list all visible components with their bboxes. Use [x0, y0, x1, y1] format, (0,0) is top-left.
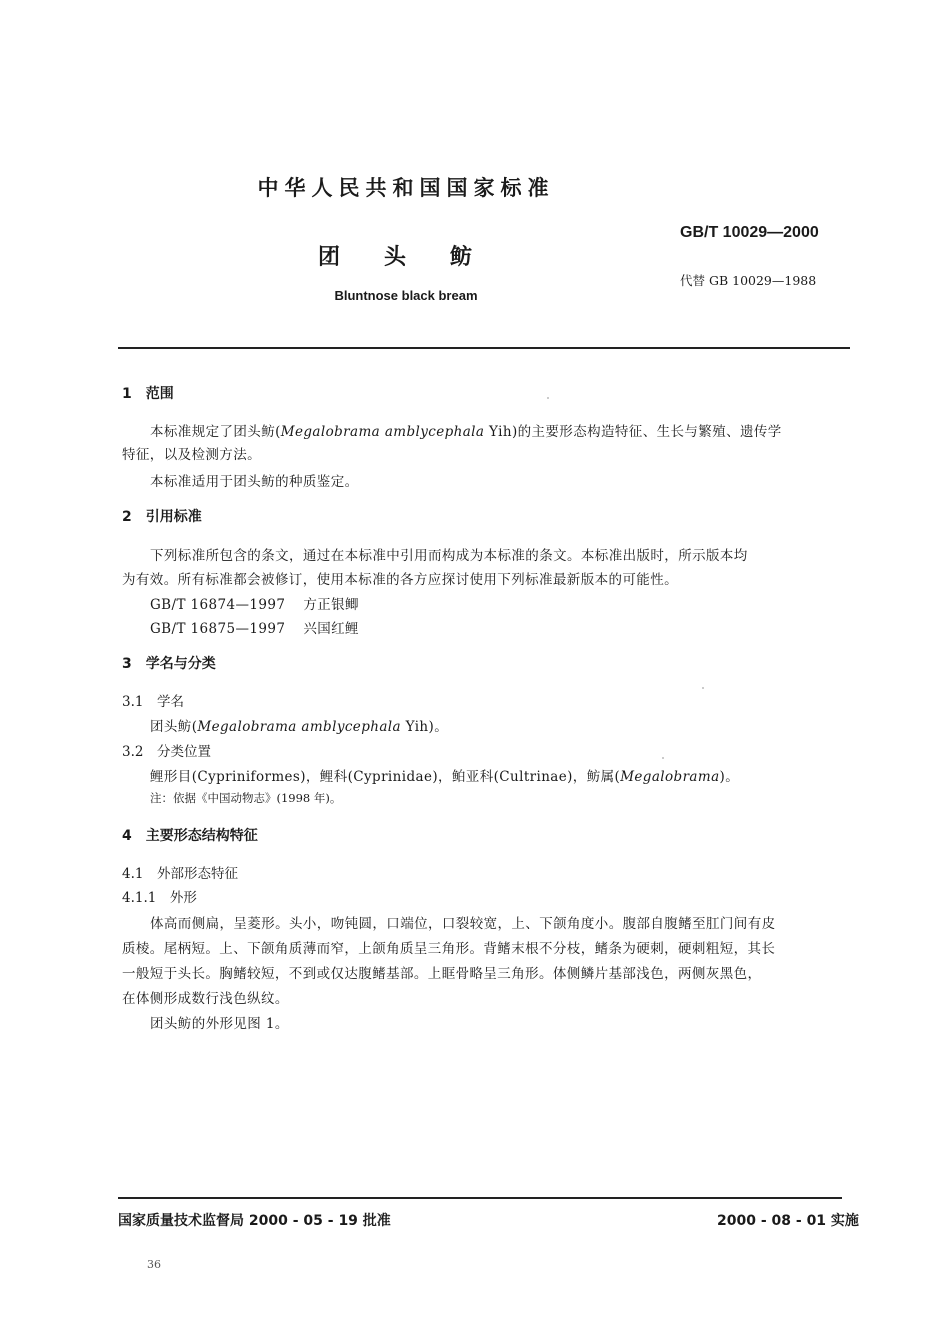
document-subtitle: Bluntnose black bream	[334, 288, 478, 303]
morphology-line: 质棱。尾柄短。上、下颌角质薄而窄，上颌角质呈三角形。背鳍末根不分枝，鳍条为硬刺，硬刺粗短，其长	[122, 941, 776, 957]
approval-date: 国家质量技术监督局 2000 - 05 - 19 批准	[118, 1213, 391, 1229]
figure-reference: 团头鲂的外形见图 1。	[150, 1016, 289, 1032]
header-rule	[118, 347, 850, 349]
reference-item: GB/T 16875—1997 兴国红鲤	[150, 621, 359, 637]
page-number: 36	[147, 1258, 161, 1271]
scan-speck	[662, 757, 664, 759]
section-1-paragraph-2: 本标准适用于团头鲂的种质鉴定。	[150, 474, 359, 490]
section-4-1-heading: 4.1 外部形态特征	[122, 866, 238, 882]
section-4-1-1-heading: 4.1.1 外形	[122, 890, 197, 906]
standard-number: GB/T 10029—2000	[680, 224, 819, 241]
section-1-paragraph-1-cont: 特征，以及检测方法。	[122, 447, 261, 463]
reference-item: GB/T 16874—1997 方正银鲫	[150, 597, 359, 613]
footer-rule	[118, 1197, 842, 1199]
replaces-standard: 代替 GB 10029—1988	[680, 273, 817, 288]
section-1-heading: 1 范围	[122, 386, 174, 402]
morphology-line: 在体侧形成数行浅色纵纹。	[122, 991, 289, 1007]
section-1-paragraph-1: 本标准规定了团头鲂(Megalobrama amblycephala Yih)的主要形态构造特征、生长与繁殖、遗传学	[150, 424, 782, 440]
morphology-line: 一般短于头长。胸鳍较短，不到或仅达腹鳍基部。上眶骨略呈三角形。体侧鳞片基部浅色，两侧灰黑色，	[122, 966, 762, 982]
section-2-heading: 2 引用标准	[122, 509, 202, 525]
scan-speck	[547, 397, 549, 399]
section-4-heading: 4 主要形态结构特征	[122, 828, 258, 844]
morphology-line: 体高而侧扁，呈菱形。头小，吻钝圆，口端位，口裂较宽，上、下颌角度小。腹部自腹鳍至肛门间有皮	[150, 916, 776, 932]
section-3-1-heading: 3.1 学名	[122, 694, 184, 710]
classification-note: 注：依据《中国动物志》(1998 年)。	[150, 791, 342, 805]
section-2-paragraph-line-1: 下列标准所包含的条文，通过在本标准中引用而构成为本标准的条文。本标准出版时，所示版本均	[150, 548, 748, 564]
document-title: 团头鲂	[318, 245, 517, 270]
section-2-paragraph-line-2: 为有效。所有标准都会被修订，使用本标准的各方应探讨使用下列标准最新版本的可能性。	[122, 572, 678, 588]
implementation-date: 2000 - 08 - 01 实施	[717, 1213, 859, 1229]
classification: 鲤形目(Cypriniformes)，鲤科(Cyprinidae)，鲌亚科(Cultrinae)，鲂属(Megalobrama)。	[150, 769, 740, 785]
national-standard-heading: 中华人民共和国国家标准	[257, 176, 555, 200]
section-3-2-heading: 3.2 分类位置	[122, 744, 211, 760]
scientific-name: 团头鲂(Megalobrama amblycephala Yih)。	[150, 719, 449, 735]
section-3-heading: 3 学名与分类	[122, 656, 216, 672]
scan-speck	[702, 687, 704, 689]
